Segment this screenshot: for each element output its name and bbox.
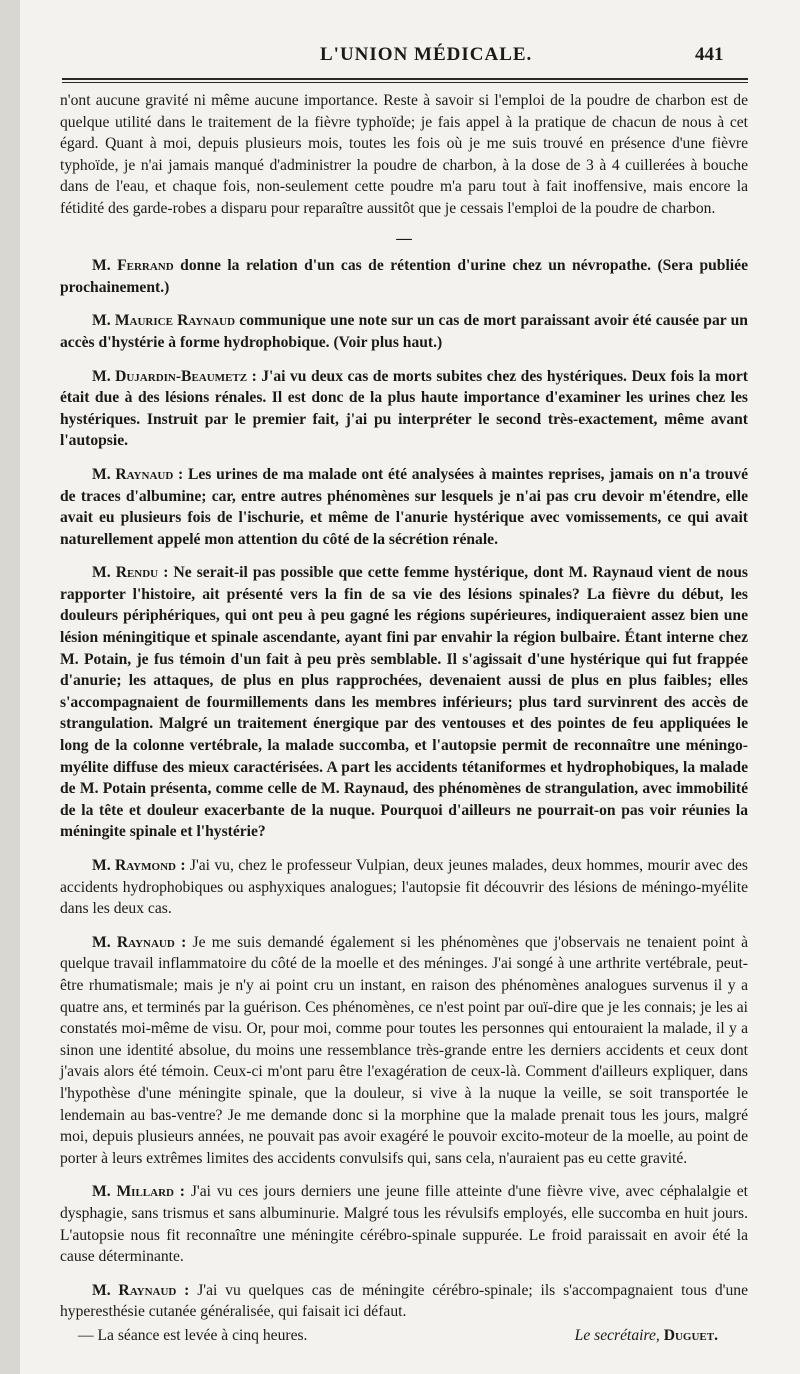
paragraph-text: J'ai vu quelques cas de méningite cérébro-spinale; ils s'accompagnaient tous d'une hyperesthésie cutanée généralisée, qui faisait ici défaut. [60,1281,749,1321]
paragraph-text: J'ai vu, chez le professeur Vulpian, deux jeunes malades, deux hommes, mourir avec des accidents hydrophobiques ou asphyxiques analogues; l'autopsie fit découvrir des lésions de méningo-myélite dans les deux cas. [60,857,748,918]
page-number: 441 [695,44,724,65]
paragraph-raynaud-note [60,310,748,353]
paragraph-ferrand [60,255,748,298]
signature-name: Duguet. [659,1326,718,1344]
paragraph-raynaud-reply [60,932,748,1170]
closing-line [60,1325,748,1349]
paragraph-text: J'ai vu ces jours derniers une jeune fille atteinte d'une fièvre vive, avec céphalalgie et dysphagie, sans trismus et sans albuminurie. Malgré tous les révulsifs employés, elle succomba en huit jours. L'autopsie nous fit reconnaître une méningite cérébro-spinale suppurée. Le froid paraissait en avoir été la cause déterminante. [60,1183,748,1266]
running-title: L'UNION MÉDICALE. [320,44,533,65]
speaker-name: M. Dujardin-Beaumetz : [92,367,257,385]
page [20,0,800,1374]
speaker-name: M. Raynaud : [92,1281,190,1299]
paragraph-text: Ne serait-il pas possible que cette femme hystérique, dont M. Raynaud vient de nous rapporter l'histoire, ait présenté vers la fin de sa vie des lésions spinales? La fièvre du début, les douleurs périphériques, qui ont peu à peu gagné les régions supérieures, indiqueraient assez bien une lésion méningitique et spinale ascendante, ayant fini par envahir la région bulbaire. Étant interne chez M. Potain, je fus témoin d'un fait à peu près semblable. Il s'agissait d'une hystérique qui fut frappée d'anurie; les attaques, de plus en plus rapprochées, devenaient aussi de plus en plus faibles; elles s'accompagnaient de fourmillements dans les membres inférieurs; plus tard survinrent des accès de strangulation. Malgré un traitement énergique par des ventouses et des pointes de feu appliquées le long de la colonne vertébrale, la malade succomba, et l'autopsie permit de reconnaître une méningo-myélite diffuse des mieux caractérisées. A part les accidents tétaniformes et hydrophobiques, la malade de M. Potain présenta, comme celle de M. Raynaud, des phénomènes de strangulation, avec immobilité de la tête et douleur exacerbante de la nuque. Pourquoi d'ailleurs ne pourrait-on pas voir réunies la méningite spinale et l'hystérie? [60,564,748,841]
signature-title: Le secrétaire, [574,1326,660,1344]
session-closed-text: — La séance est levée à cinq heures. [78,1326,308,1344]
header-rule-thin [62,82,748,83]
signature [575,1325,718,1347]
speaker-name: M. Raymond : [92,857,186,874]
paragraph-rendu [60,562,748,843]
paragraph-dujardin [60,366,748,452]
paragraph-text: Je me suis demandé également si les phénomènes que j'observais ne tenaient point à quelque travail inflammatoire du côté de la moelle et des méninges. J'ai songé à une arthrite vertébrale, peut-être rhumatismale; mais je n'y ai point cru un instant, en raison des phénomènes analogues survenus il y a quatre ans, et terminés par la guérison. Ces phénomènes, ce n'est point par ouï-dire que je les connais; je les ai constatés moi-même de visu. Or, pour moi, comme pour toutes les personnes qui entouraient la malade, il y a sinon une identité absolue, du moins une ressemblance très-grande entre les derniers accidents et ceux dont j'avais alors été témoin. Ceux-ci m'ont paru être l'exagération de ceux-là. Comment d'ailleurs expliquer, dans l'hypothèse d'une méningite spinale, que la douleur, si vive à la nuque la veille, se soit transportée le lendemain au bas-ventre? Je me demande donc si la morphine que la malade prenait tous les jours, malgré moi, depuis plusieurs années, ne pouvait pas avoir exagéré le pouvoir excito-moteur de la moelle, au point de porter à leurs extrêmes limites des accidents convulsifs qui, sans cela, n'auraient pas eu cette gravité. [60,933,748,1167]
paragraph-text: n'ont aucune gravité ni même aucune importance. Reste à savoir si l'emploi de la poudre de charbon est de quelque utilité dans le traitement de la fièvre typhoïde; je fais appel à la pratique de chacun de nous à cet égard. Quant à moi, depuis plusieurs mois, toutes les fois où je me suis trouvé en présence d'une fièvre typhoïde, je n'ai jamais manqué d'administrer la poudre de charbon, à la dose de 3 à 4 cuillerées à bouche dans de l'eau, et chaque fois, non-seulement cette poudre m'a paru tout à fait inoffensive, mais encore la fétidité des garde-robes a disparu pour reparaître aussitôt que je cessais l'emploi de la poudre de charbon. [60,92,748,217]
section-separator: — [396,229,412,247]
paragraph-raynaud-final [60,1280,748,1323]
speaker-name: M. Rendu : [92,564,169,582]
speaker-name: M. Raynaud : [92,465,184,483]
paragraph-raymond [60,855,748,920]
paragraph-text: J'ai vu deux cas de morts subites chez des hystériques. Deux fois la mort était due à des lésions rénales. Il est donc de la plus haute importance d'examiner les urines chez les hystériques. Instruit par le premier fait, j'ai pu interpréter le second très-exactement, même avant l'autopsie. [60,367,748,450]
paragraph-raynaud-urines [60,464,748,550]
speaker-name: M. Ferrand [92,257,174,275]
page-header [20,44,800,74]
paragraph-millard [60,1181,748,1267]
speaker-name: M. Maurice Raynaud [92,312,236,330]
speaker-name: M. Raynaud : [92,933,187,951]
article-body [60,90,748,1349]
paragraph-intro [60,90,748,220]
speaker-name: M. Millard : [92,1183,185,1201]
header-rule [62,78,748,80]
paragraph-text: Les urines de ma malade ont été analysées à maintes reprises, jamais on n'a trouvé de traces d'albumine; car, entre autres phénomènes sur lesquels je n'ai pas cru devoir m'étendre, elle avait eu plusieurs fois de l'ischurie, et même de l'anurie hystérique avec vomissements, ce qui avait naturellement appelé mon attention du côté de la sécrétion rénale. [60,465,748,548]
paragraph-text: donne la relation d'un cas de rétention d'urine chez un névropathe. (Sera publiée prochainement.) [60,257,748,296]
paragraph-text: communique une note sur un cas de mort paraissant avoir été causée par un accès d'hystérie à forme hydrophobique. (Voir plus haut.) [60,312,748,351]
